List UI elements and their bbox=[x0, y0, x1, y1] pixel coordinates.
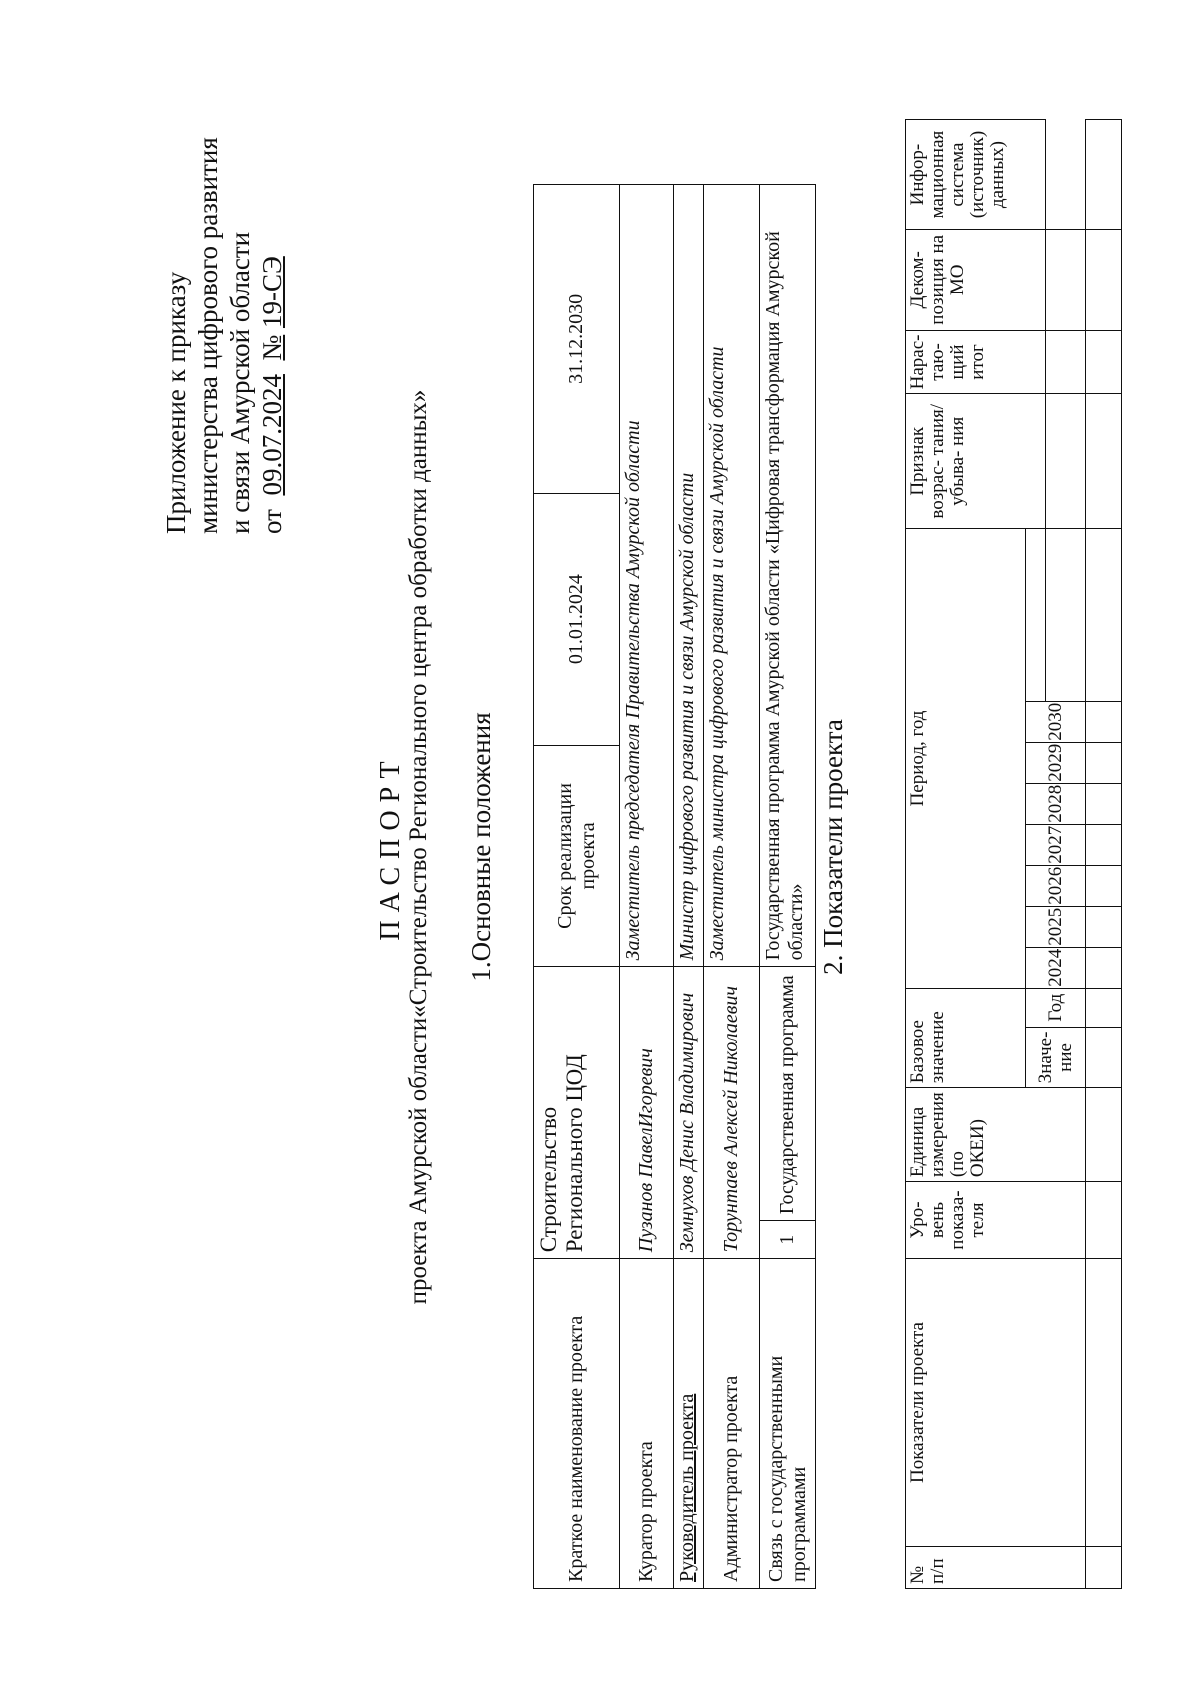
empty-cell bbox=[1086, 529, 1122, 702]
empty-cell bbox=[1086, 1027, 1122, 1088]
year-2028: 2028 bbox=[1026, 783, 1086, 824]
table-row bbox=[534, 185, 620, 1589]
program-link-type: Государственная программа bbox=[760, 967, 816, 1221]
table-header-row bbox=[906, 120, 1026, 1589]
section-2-heading: 2. Показатели проекта bbox=[818, 719, 848, 975]
col-base-year-header: Год bbox=[1026, 988, 1086, 1027]
empty-cell bbox=[1086, 947, 1122, 988]
document-title: ПАСПОРТ bbox=[375, 753, 406, 941]
indicators-table bbox=[905, 119, 1122, 1589]
short-name-value: Строительство Регионального ЦОД bbox=[534, 967, 620, 1259]
from-label: от bbox=[257, 509, 287, 534]
section-1-heading: 1.Основные положения bbox=[466, 712, 496, 982]
col-cumulative-header: Нарас- таю- щий итог bbox=[906, 330, 1046, 394]
program-link-label: Связь с государственными программами bbox=[760, 1259, 816, 1589]
curator-position: Заместитель председателя Правительства Амурской области bbox=[620, 185, 674, 967]
empty-cell bbox=[1046, 529, 1086, 702]
empty-cell bbox=[1086, 865, 1122, 906]
head-position: Министр цифрового развития и связи Амурской области bbox=[674, 185, 704, 967]
col-base-value-header: Значе- ние bbox=[1026, 1027, 1086, 1088]
number-label: № bbox=[257, 334, 287, 361]
table-row bbox=[620, 185, 674, 1589]
empty-cell bbox=[1086, 230, 1122, 330]
table-row bbox=[704, 185, 760, 1589]
table-row bbox=[760, 185, 816, 1589]
empty-cell bbox=[1086, 1547, 1122, 1589]
admin-label: Администратор проекта bbox=[704, 1259, 760, 1589]
empty-cell bbox=[1046, 230, 1086, 330]
col-base-header: Базовое значение bbox=[906, 988, 1026, 1088]
empty-cell bbox=[1086, 742, 1122, 783]
col-level-header: Уро- вень показа- теля bbox=[906, 1182, 1086, 1259]
year-2024: 2024 bbox=[1026, 947, 1086, 988]
empty-cell bbox=[1086, 1258, 1122, 1546]
empty-cell bbox=[1086, 824, 1122, 865]
empty-cell bbox=[1086, 988, 1122, 1027]
head-label: Руководитель проекта bbox=[674, 1259, 704, 1589]
head-name: Земнухов Денис Владимирович bbox=[674, 967, 704, 1259]
year-2029: 2029 bbox=[1026, 742, 1086, 783]
col-num-header: № п/п bbox=[906, 1547, 1086, 1589]
table-row bbox=[674, 185, 704, 1589]
appendix-line-2: министерства цифрового развития bbox=[193, 137, 223, 534]
curator-label: Куратор проекта bbox=[620, 1259, 674, 1589]
empty-cell bbox=[1086, 906, 1122, 947]
year-2026: 2026 bbox=[1026, 865, 1086, 906]
admin-position: Заместитель министра цифрового развития и связи Амурской области bbox=[704, 185, 760, 967]
term-start: 01.01.2024 bbox=[534, 493, 620, 745]
year-2030: 2030 bbox=[1026, 701, 1086, 742]
empty-cell bbox=[1046, 394, 1086, 529]
empty-cell bbox=[1086, 330, 1122, 394]
year-2027: 2027 bbox=[1026, 824, 1086, 865]
empty-cell bbox=[1086, 783, 1122, 824]
empty-cell bbox=[1086, 1182, 1122, 1259]
appendix-block bbox=[160, 137, 288, 534]
order-number: 19-СЭ bbox=[257, 256, 287, 329]
empty-cell bbox=[1086, 1088, 1122, 1182]
term-end: 31.12.2030 bbox=[534, 185, 620, 494]
col-indicator-header: Показатели проекта bbox=[906, 1258, 1086, 1546]
col-decomposition-header: Деком- позиция на МО bbox=[906, 230, 1046, 330]
empty-cell bbox=[1086, 394, 1122, 529]
appendix-line-1: Приложение к приказу bbox=[161, 271, 191, 534]
short-name-label: Краткое наименование проекта bbox=[534, 1259, 620, 1589]
empty-cell bbox=[1046, 330, 1086, 394]
appendix-date-line bbox=[256, 137, 288, 534]
col-info-system-header: Инфор- мационная система (источник) данных) bbox=[906, 120, 1046, 230]
main-provisions-table bbox=[533, 184, 816, 1589]
empty-cell bbox=[1086, 120, 1122, 230]
program-link-value: Государственная программа Амурской области «Цифровая трансформация Амурской области» bbox=[760, 185, 816, 967]
admin-name: Торунтаев Алексей Николаевич bbox=[704, 967, 760, 1259]
year-2025: 2025 bbox=[1026, 906, 1086, 947]
document-subtitle: проекта Амурской области«Строительство Регионального центра обработки данных» bbox=[405, 389, 432, 1305]
appendix-line-3: и связи Амурской области bbox=[225, 231, 255, 534]
table-row bbox=[1086, 120, 1122, 1589]
term-label: Срок реализации проекта bbox=[534, 745, 620, 967]
curator-name: Пузанов ПавелИгоревич bbox=[620, 967, 674, 1259]
col-period-header: Период, год bbox=[906, 529, 1026, 989]
col-sign-header: Признак возрас- тания/убыва- ния bbox=[906, 394, 1046, 529]
program-link-number: 1 bbox=[760, 1221, 816, 1259]
empty-cell bbox=[1086, 701, 1122, 742]
order-date: 09.07.2024 bbox=[257, 374, 287, 496]
col-unit-header: Единица измерения (по ОКЕИ) bbox=[906, 1088, 1086, 1182]
